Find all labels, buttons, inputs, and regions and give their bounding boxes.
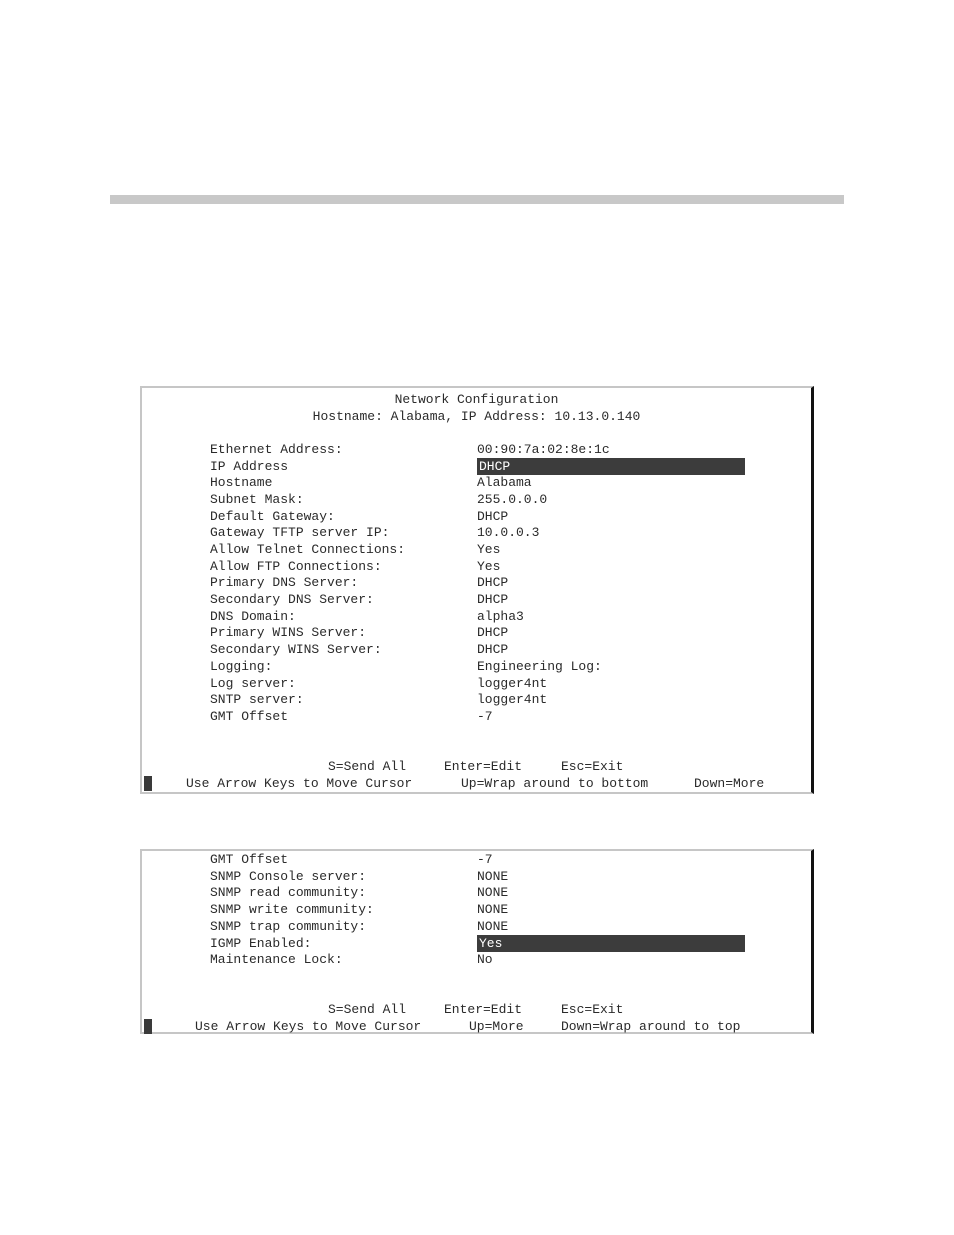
field-value-secondary-dns[interactable]: DHCP xyxy=(477,592,509,607)
field-value-primary-wins[interactable]: DHCP xyxy=(477,625,509,640)
field-label-log-server: Log server: xyxy=(210,676,296,691)
help-move-cursor: Use Arrow Keys to Move Cursor xyxy=(195,1019,422,1034)
header-rule xyxy=(110,195,844,204)
field-label-hostname: Hostname xyxy=(210,475,273,490)
field-value-snmp-console[interactable]: NONE xyxy=(477,869,509,884)
field-label-snmp-read: SNMP read community: xyxy=(210,885,367,900)
field-label-snmp-trap: SNMP trap community: xyxy=(210,919,367,934)
field-label-default-gateway: Default Gateway: xyxy=(210,509,335,524)
field-label-subnet-mask: Subnet Mask: xyxy=(210,492,304,507)
field-label-logging: Logging: xyxy=(210,659,273,674)
field-value-logging[interactable]: Engineering Log: xyxy=(477,659,602,674)
field-label-snmp-write: SNMP write community: xyxy=(210,902,374,917)
field-value-igmp-selected[interactable]: Yes xyxy=(477,935,745,952)
field-value-ftp[interactable]: Yes xyxy=(477,559,501,574)
key-edit: Enter=Edit xyxy=(444,1002,523,1017)
field-value-ethernet[interactable]: 00:90:7a:02:8e:1c xyxy=(477,442,610,457)
field-label-ftp: Allow FTP Connections: xyxy=(210,559,382,574)
help-down: Down=Wrap around to top xyxy=(561,1019,741,1034)
field-value-ip-address-selected[interactable]: DHCP xyxy=(477,458,745,475)
field-label-primary-wins: Primary WINS Server: xyxy=(210,625,367,640)
field-value-tftp-server[interactable]: 10.0.0.3 xyxy=(477,525,540,540)
field-label-igmp: IGMP Enabled: xyxy=(210,936,312,951)
field-value-gmt-offset[interactable]: -7 xyxy=(477,709,493,724)
field-label-dns-domain: DNS Domain: xyxy=(210,609,296,624)
help-move-cursor: Use Arrow Keys to Move Cursor xyxy=(186,776,413,791)
help-up: Up=Wrap around to bottom xyxy=(461,776,649,791)
field-label-sntp-server: SNTP server: xyxy=(210,692,304,707)
field-value-snmp-read[interactable]: NONE xyxy=(477,885,509,900)
terminal-cursor xyxy=(144,776,152,791)
field-label-ip-address: IP Address xyxy=(210,459,289,474)
help-up: Up=More xyxy=(469,1019,524,1034)
key-send-all: S=Send All xyxy=(328,1002,407,1017)
field-value-dns-domain[interactable]: alpha3 xyxy=(477,609,524,624)
key-exit: Esc=Exit xyxy=(561,1002,624,1017)
screen-subtitle: Hostname: Alabama, IP Address: 10.13.0.140 xyxy=(312,409,641,424)
field-label-gmt-offset: GMT Offset xyxy=(210,852,289,867)
field-value-telnet[interactable]: Yes xyxy=(477,542,501,557)
key-exit: Esc=Exit xyxy=(561,759,624,774)
field-value-hostname[interactable]: Alabama xyxy=(477,475,532,490)
field-label-gmt-offset: GMT Offset xyxy=(210,709,289,724)
network-config-screen xyxy=(140,386,814,794)
help-down: Down=More xyxy=(694,776,765,791)
field-value-gmt-offset[interactable]: -7 xyxy=(477,852,493,867)
field-value-log-server[interactable]: logger4nt xyxy=(477,676,548,691)
field-value-maintenance-lock[interactable]: No xyxy=(477,952,493,967)
terminal-cursor xyxy=(144,1019,152,1034)
field-label-secondary-wins: Secondary WINS Server: xyxy=(210,642,382,657)
field-value-snmp-write[interactable]: NONE xyxy=(477,902,509,917)
network-config-screen-page2 xyxy=(140,849,814,1034)
field-value-primary-dns[interactable]: DHCP xyxy=(477,575,509,590)
field-value-snmp-trap[interactable]: NONE xyxy=(477,919,509,934)
key-edit: Enter=Edit xyxy=(444,759,523,774)
field-value-default-gateway[interactable]: DHCP xyxy=(477,509,509,524)
key-send-all: S=Send All xyxy=(328,759,407,774)
field-value-subnet-mask[interactable]: 255.0.0.0 xyxy=(477,492,548,507)
field-label-telnet: Allow Telnet Connections: xyxy=(210,542,406,557)
field-value-secondary-wins[interactable]: DHCP xyxy=(477,642,509,657)
field-label-tftp-server: Gateway TFTP server IP: xyxy=(210,525,390,540)
screen-title: Network Configuration xyxy=(394,392,559,407)
field-label-secondary-dns: Secondary DNS Server: xyxy=(210,592,374,607)
field-value-sntp-server[interactable]: logger4nt xyxy=(477,692,548,707)
field-label-maintenance-lock: Maintenance Lock: xyxy=(210,952,343,967)
field-label-ethernet: Ethernet Address: xyxy=(210,442,343,457)
field-label-snmp-console: SNMP Console server: xyxy=(210,869,367,884)
field-label-primary-dns: Primary DNS Server: xyxy=(210,575,359,590)
